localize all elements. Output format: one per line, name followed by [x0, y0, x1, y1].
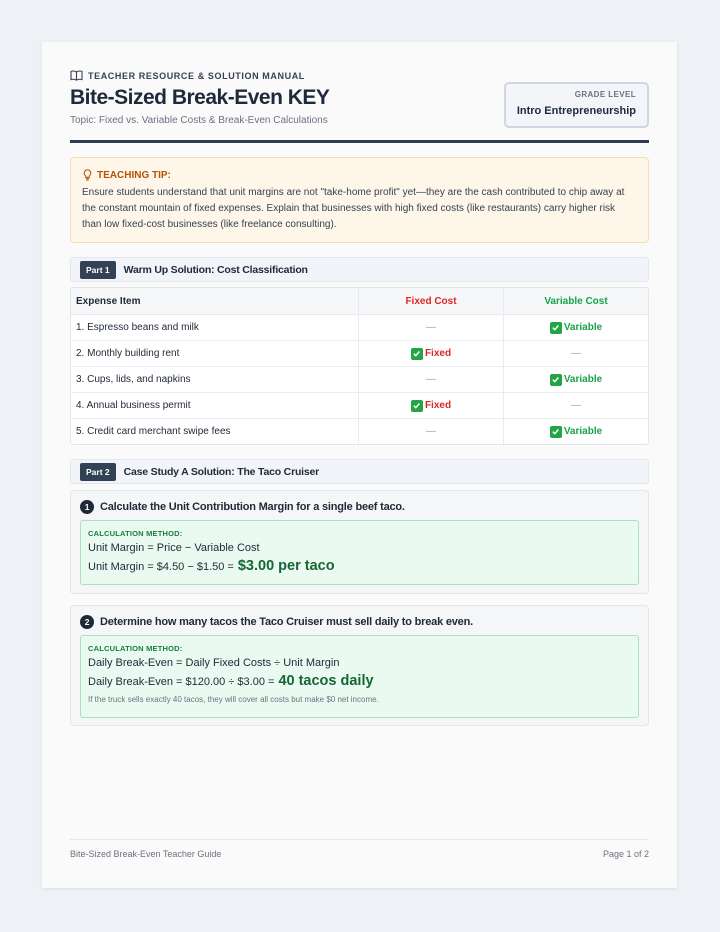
question-2-heading — [80, 615, 639, 629]
variable-mark — [550, 426, 602, 438]
work-line — [88, 673, 631, 689]
answer-value: $3.00 per taco — [237, 558, 335, 574]
fixed-cell — [359, 315, 504, 340]
work-line — [88, 558, 631, 574]
expense-item: 3. Cups, lids, and napkins — [71, 367, 359, 392]
eyebrow — [70, 70, 649, 81]
expense-item: 5. Credit card merchant swipe fees — [71, 419, 359, 444]
page-number: Page 1 of 2 — [602, 849, 649, 859]
check-icon — [550, 322, 562, 334]
grade-level-label: GRADE LEVEL — [574, 90, 636, 99]
explanation-note: If the truck sells exactly 40 tacos, they will cover all costs but make $0 net income. — [88, 695, 379, 704]
open-book-icon — [70, 70, 83, 81]
table-row — [71, 418, 648, 444]
table-row — [71, 366, 648, 392]
table-row — [71, 392, 648, 418]
work-text: Unit Margin = $4.50 − $1.50 = — [88, 561, 234, 573]
fixed-label: Fixed — [424, 400, 452, 411]
variable-mark — [550, 374, 602, 386]
calculation-method-label: CALCULATION METHOD: — [88, 644, 183, 653]
table-row — [71, 314, 648, 340]
part1-title: Warm Up Solution: Cost Classification — [123, 263, 308, 276]
page-title: Bite-Sized Break-Even KEY — [70, 86, 330, 109]
expense-item: 4. Annual business permit — [71, 393, 359, 418]
page-subtitle: Topic: Fixed vs. Variable Costs & Break-Even Calculations — [70, 115, 328, 126]
fixed-mark — [411, 348, 451, 360]
lightbulb-icon — [82, 169, 93, 181]
grade-level-box — [504, 82, 649, 128]
check-icon — [411, 348, 423, 360]
formula-line: Daily Break-Even = Daily Fixed Costs ÷ Unit Margin — [88, 657, 340, 669]
calculation-box — [80, 635, 639, 718]
part1-header — [70, 257, 649, 282]
check-icon — [550, 426, 562, 438]
expense-item: 2. Monthly building rent — [71, 341, 359, 366]
header-divider — [70, 140, 649, 143]
question-1-text: Calculate the Unit Contribution Margin for a single beef taco. — [100, 501, 405, 513]
column-header-fixed: Fixed Cost — [359, 288, 504, 314]
variable-mark — [550, 322, 602, 334]
grade-level-value: Intro Entrepreneurship — [516, 105, 636, 117]
empty-dash: — — [426, 322, 436, 333]
column-header-variable: Variable Cost — [544, 295, 608, 307]
table-header-row — [71, 288, 648, 314]
variable-cell — [504, 341, 648, 366]
column-header-expense: Expense Item — [71, 288, 359, 314]
teaching-tip — [70, 157, 649, 243]
work-text: Daily Break-Even = $120.00 ÷ $3.00 = — [88, 676, 275, 688]
teaching-tip-title: TEACHING TIP: — [97, 169, 171, 181]
question-1-box — [70, 490, 649, 594]
page-footer — [70, 839, 649, 859]
variable-cell — [504, 419, 648, 444]
question-1-heading — [80, 500, 639, 514]
variable-label: Variable — [563, 426, 603, 437]
part1-badge: Part 1 — [80, 261, 116, 279]
header — [70, 70, 649, 142]
fixed-mark — [411, 400, 451, 412]
variable-cell — [504, 315, 648, 340]
teaching-tip-heading — [82, 169, 637, 181]
empty-dash: — — [426, 426, 436, 437]
page — [42, 42, 677, 888]
question-2-box — [70, 605, 649, 726]
fixed-cell — [359, 419, 504, 444]
part2-title: Case Study A Solution: The Taco Cruiser — [123, 465, 320, 478]
eyebrow-text: TEACHER RESOURCE & SOLUTION MANUAL — [88, 70, 305, 81]
variable-label: Variable — [563, 322, 603, 333]
empty-dash: — — [426, 374, 436, 385]
variable-cell — [504, 367, 648, 392]
part2-badge: Part 2 — [80, 463, 116, 481]
question-number-badge: 2 — [80, 615, 94, 629]
question-2-text: Determine how many tacos the Taco Cruiser must sell daily to break even. — [100, 616, 473, 628]
variable-cell — [504, 393, 648, 418]
question-number-badge: 1 — [80, 500, 94, 514]
calculation-method-label: CALCULATION METHOD: — [88, 529, 183, 538]
fixed-cell — [359, 341, 504, 366]
calculation-box — [80, 520, 639, 585]
expense-item: 1. Espresso beans and milk — [71, 315, 359, 340]
check-icon — [550, 374, 562, 386]
teaching-tip-body: Ensure students understand that unit margins are not "take-home profit" yet—they are the cash contributed to chip away at the constant mountain of fixed expenses. Explain that businesses with high fixed costs (like restaurants) carry higher risk than low fixed-cost businesses (like freelance consulting). — [82, 187, 625, 230]
empty-dash: — — [571, 400, 581, 411]
formula-line: Unit Margin = Price − Variable Cost — [88, 542, 260, 554]
empty-dash: — — [571, 348, 581, 359]
cost-classification-table — [70, 287, 649, 445]
check-icon — [411, 400, 423, 412]
footer-title: Bite-Sized Break-Even Teacher Guide — [70, 849, 222, 859]
fixed-cell — [359, 367, 504, 392]
table-row — [71, 340, 648, 366]
page-content — [70, 42, 649, 888]
fixed-label: Fixed — [424, 348, 452, 359]
variable-label: Variable — [563, 374, 603, 385]
answer-value: 40 tacos daily — [278, 673, 374, 689]
part2-header — [70, 459, 649, 484]
fixed-cell — [359, 393, 504, 418]
